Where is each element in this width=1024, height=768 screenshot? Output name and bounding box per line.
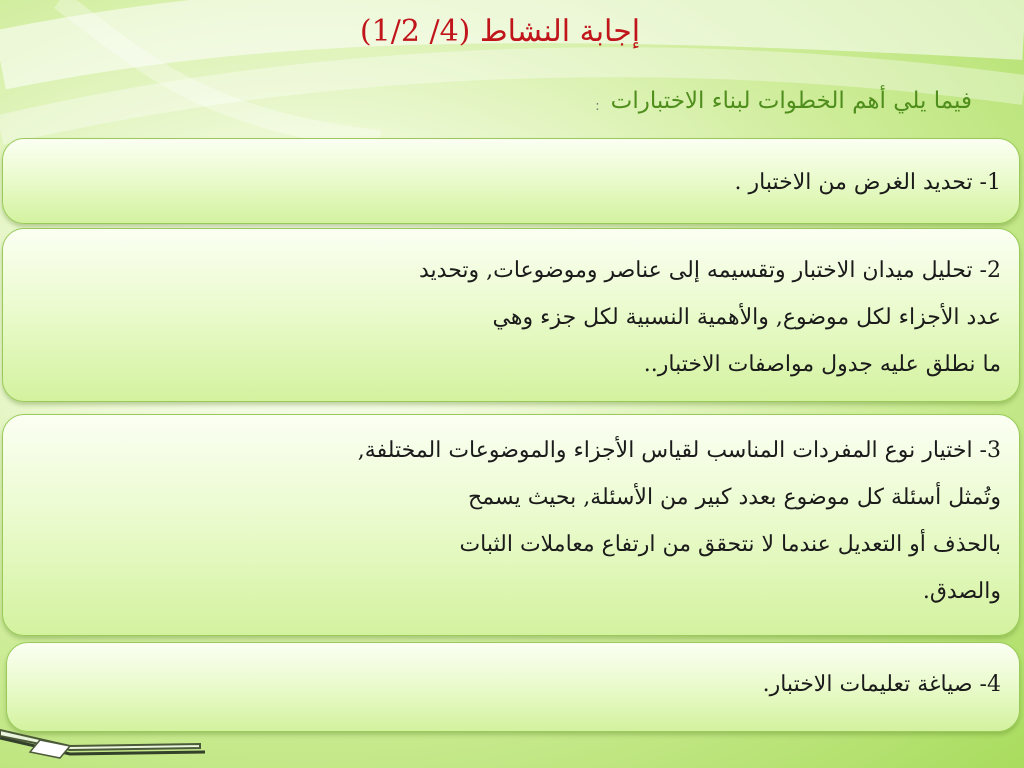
step-3-line-2: وتُمثل أسئلة كل موضوع بعدد كبير من الأسئلة, بحيث يسمح	[468, 485, 1001, 510]
step-4-line-1: 4- صياغة تعليمات الاختبار.	[762, 672, 1001, 697]
step-2-line-2: عدد الأجزاء لكل موضوع, والأهمية النسبية لكل جزء وهي	[492, 305, 1001, 330]
subtitle-row	[595, 88, 972, 114]
step-1-line-1: 1- تحديد الغرض من الاختبار .	[734, 170, 1001, 195]
step-3-line-4: والصدق.	[922, 579, 1001, 604]
subtitle-colon: :	[595, 99, 600, 114]
step-3-line-1: 3- اختيار نوع المفردات المناسب لقياس الأجزاء والموضوعات المختلفة,	[357, 438, 1001, 463]
step-2-line-3: ما نطلق عليه جدول مواصفات الاختبار..	[643, 352, 1001, 377]
step-card-2	[2, 228, 1020, 402]
step-card-1	[2, 138, 1020, 224]
step-card-3	[2, 414, 1020, 636]
page-title: إجابة النشاط (4/ 1/2)	[359, 14, 641, 49]
step-card-4	[6, 642, 1020, 732]
step-2-line-1: 2- تحليل ميدان الاختبار وتقسيمه إلى عناصر وموضوعات, وتحديد	[418, 258, 1001, 283]
step-3-line-3: بالحذف أو التعديل عندما لا نتحقق من ارتفاع معاملات الثبات	[459, 532, 1001, 557]
subtitle: فيما يلي أهم الخطوات لبناء الاختبارات	[610, 88, 972, 114]
